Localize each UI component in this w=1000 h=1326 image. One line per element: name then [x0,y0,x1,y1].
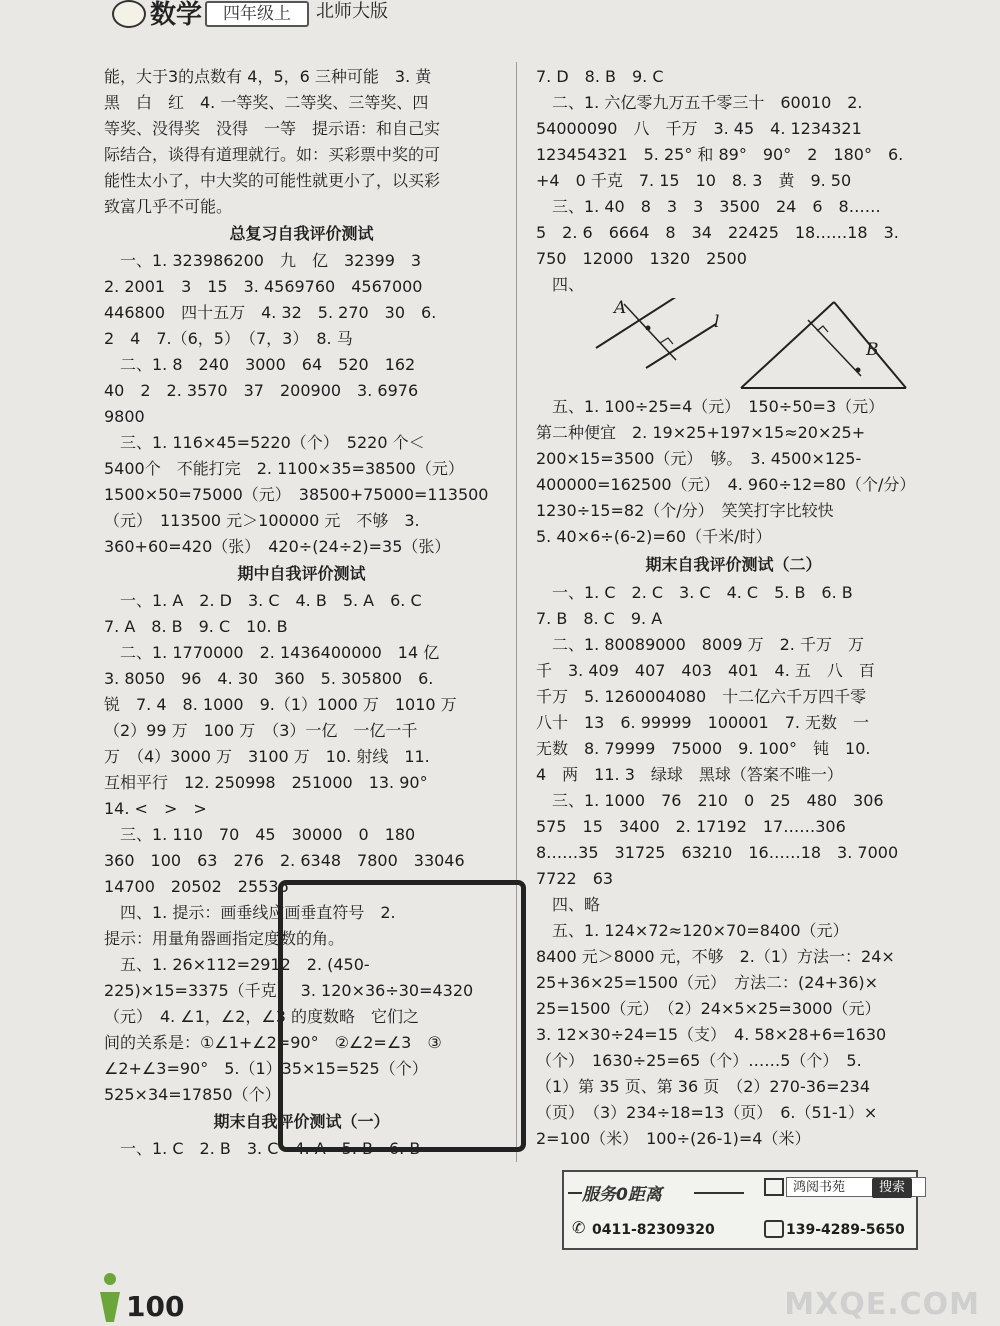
answer-line: 八十 13 6. 99999 100001 7. 无数 一 [536,713,870,732]
watermark-stamp [278,880,526,1152]
answer-line: 锐 7. 4 8. 1000 9.（1）1000 万 1010 万 [104,695,457,714]
answer-line: 五、1. 124×72≈120×70=8400（元） [536,921,849,940]
figure-label-b: B [866,340,879,360]
answer-line: 四、略 [536,895,601,914]
answer-line: （元） 113500 元＞100000 元 不够 3. [104,511,420,530]
answer-line: 等奖、没得奖 没得 一等 提示语：和自己实 [104,119,441,138]
answer-line: 1230÷15=82（个/分） 笑笑打字比较快 [536,501,834,520]
answer-line: 千 3. 409 407 403 401 4. 五 八 百 [536,661,875,680]
divider-line [694,1192,744,1194]
answer-line: 千万 5. 1260004080 十二亿六千万四千零 [536,687,867,706]
answer-line: 25+36×25=1500（元） 方法二：(24+36)× [536,973,879,992]
answer-line: 提示：用量角器画指定度数的角。 [104,929,345,948]
edition-label: 北师大版 [316,1,388,22]
answer-line: 三、1. 116×45=5220（个） 5220 个＜ [104,433,425,452]
answer-line: 五、1. 100÷25=4（元） 150÷50=3（元） [536,397,885,416]
mobile-number: 139-4289-5650 [786,1222,905,1238]
subject-title: 数学 [150,0,203,30]
answer-line: 7. D 8. B 9. C [536,67,664,86]
answer-line: 2 4 7.（6，5） （7，3） 8. 马 [104,329,353,348]
answer-line: 7. B 8. C 9. A [536,609,663,628]
section-heading: 总复习自我评价测试 [229,224,374,243]
answer-line: 3. 8050 96 4. 30 360 5. 305800 6. [104,669,434,688]
answer-line: 2. 2001 3 15 3. 4569760 4567000 [104,277,423,296]
answer-line: 二、1. 80089000 8009 万 2. 千万 万 [536,635,864,654]
answer-line: 750 12000 1320 2500 [536,249,747,268]
page-number: 100 [126,1290,185,1323]
answer-line: 7722 63 [536,869,614,888]
answer-line: 40 2 2. 3570 37 200900 3. 6976 [104,381,419,400]
section-heading: 期末自我评价测试（二） [645,555,822,574]
answer-line: 三、1. 1000 76 210 0 25 480 306 [536,791,884,810]
answer-line: 3. 12×30÷24=15（支） 4. 58×28+6=1630 [536,1025,887,1044]
answer-line: 三、1. 110 70 45 30000 0 180 [104,825,416,844]
service-slogan: 服务0距离 [582,1185,662,1205]
answer-line: （个） 1630÷25=65（个）……5（个） 5. [536,1051,862,1070]
clock-icon [112,0,146,28]
answer-line: 200×15=3500（元） 够。 3. 4500×125- [536,449,862,468]
figure-section-label: 四、 [536,275,585,294]
answer-line: 二、1. 8 240 3000 64 520 162 [104,355,416,374]
answer-line: 无数 8. 79999 75000 9. 100° 钝 10. [536,739,871,758]
answer-line: 5400个 不能打完 2. 1100×35=38500（元） [104,459,464,478]
answer-line: 360 100 63 276 2. 6348 7800 33046 [104,851,465,870]
answer-line: 能，大于3的点数有 4，5，6 三种可能 3. 黄 [104,67,432,86]
answer-line: 8400 元＞8000 元，不够 2.（1）方法一：24× [536,947,895,966]
answer-line: +4 0 千克 7. 15 10 8. 3 黄 9. 50 [536,171,852,190]
store-search-field: 鸿阅书苑 [786,1177,926,1197]
answer-line: 225)×15=3375（千克） 3. 120×36÷30=4320 [104,981,474,1000]
answer-line: 第二种便宜 2. 19×25+197×15≈20×25+ [536,423,866,442]
section-heading: 期末自我评价测试（一） [213,1112,390,1131]
answer-line: 致富几乎不可能。 [104,197,233,216]
phone-icon: ✆ [572,1218,586,1237]
answer-line: 575 15 3400 2. 17192 17……306 [536,817,846,836]
page-header [0,0,1000,36]
answer-line: 446800 四十五万 4. 32 5. 270 30 6. [104,303,437,322]
search-button: 搜索 [872,1178,912,1198]
answer-line: 25=1500（元） （2）24×5×25=3000（元） [536,999,881,1018]
service-box [562,1170,918,1250]
answer-line: 一、1. 323986200 九 亿 32399 3 [104,251,422,270]
answer-line: （元） 4. ∠1，∠2，∠3 的度数略 它们之 [104,1007,420,1026]
answer-line: 三、1. 40 8 3 3 3500 24 6 8…… [536,197,881,216]
book-icon [764,1178,784,1196]
answer-line: 间的关系是：①∠1+∠2=90° ②∠2=∠3 ③ [104,1033,442,1052]
answer-line: 360+60=420（张） 420÷(24÷2)=35（张） [104,537,451,556]
site-watermark: MXQE.COM [784,1287,980,1322]
answer-line: 互相平行 12. 250998 251000 13. 90° [104,773,428,792]
answer-line: 5 2. 6 6664 8 34 22425 18……18 3. [536,223,899,242]
answer-line: 5. 40×6÷(6-2)=60（千米/时） [536,527,772,546]
right-column [536,64,931,1152]
answer-line: 一、1. C 2. C 3. C 4. C 5. B 6. B [536,583,853,602]
figure-label-a: A [614,298,627,318]
answer-line: 黑 白 红 4. 一等奖、二等奖、三等奖、四 [104,93,429,112]
answer-line: 8……35 31725 63210 16……18 3. 7000 [536,843,899,862]
answer-line: 一、1. C 2. B 3. C 4. A 5. B 6. B [104,1139,421,1158]
answer-line: 二、1. 六亿零九万五千零三十 60010 2. [536,93,863,112]
answer-line: 1500×50=75000（元） 38500+75000=113500 [104,485,489,504]
answer-line: 400000=162500（元） 4. 960÷12=80（个/分） [536,475,916,494]
answer-line: 54000090 八 千万 3. 45 4. 1234321 [536,119,862,138]
answer-line: （页） （3）234÷18=13（页） 6.（51-1）× [536,1103,878,1122]
answer-line: 14700 20502 25536 [104,877,289,896]
answer-line: 525×34=17850（个） [104,1085,281,1104]
mobile-icon [764,1220,784,1238]
answer-line: 4 两 11. 3 绿球 黑球（答案不唯一） [536,765,843,784]
divider-line [568,1192,582,1194]
answer-line: 123454321 5. 25° 和 89° 90° 2 180° 6. [536,145,904,164]
answer-line: 7. A 8. B 9. C 10. B [104,617,288,636]
answer-line: 14. < > > [104,799,207,818]
figure-label-l: l [714,312,720,332]
answer-line: 二、1. 1770000 2. 1436400000 14 亿 [104,643,440,662]
geometry-figure [536,298,931,394]
answer-line: 一、1. A 2. D 3. C 4. B 5. A 6. C [104,591,422,610]
phone-number: 0411-82309320 [592,1222,715,1238]
answer-line: 五、1. 26×112=2912 2. (450- [104,955,370,974]
answer-line: 际结合，谈得有道理就行。如：买彩票中奖的可 [104,145,441,164]
answer-line: 9800 [104,407,145,426]
answer-line: 能性太小了，中大奖的可能性就更小了，以买彩 [104,171,441,190]
answer-line: 2=100（米） 100÷(26-1)=4（米） [536,1129,811,1148]
answer-line: ∠2+∠3=90° 5.（1）35×15=525（个） [104,1059,428,1078]
section-heading: 期中自我评价测试 [237,564,366,583]
answer-line: 四、1. 提示：画垂线应画垂直符号 2. [104,903,396,922]
grade-badge: 四年级上 [205,1,309,27]
answer-line: （1）第 35 页、第 36 页 （2）270-36=234 [536,1077,871,1096]
answer-line: （2）99 万 100 万 （3）一亿 一亿一千 [104,721,418,740]
answer-line: 万 （4）3000 万 3100 万 10. 射线 11. [104,747,430,766]
runner-figure-icon [96,1272,124,1324]
